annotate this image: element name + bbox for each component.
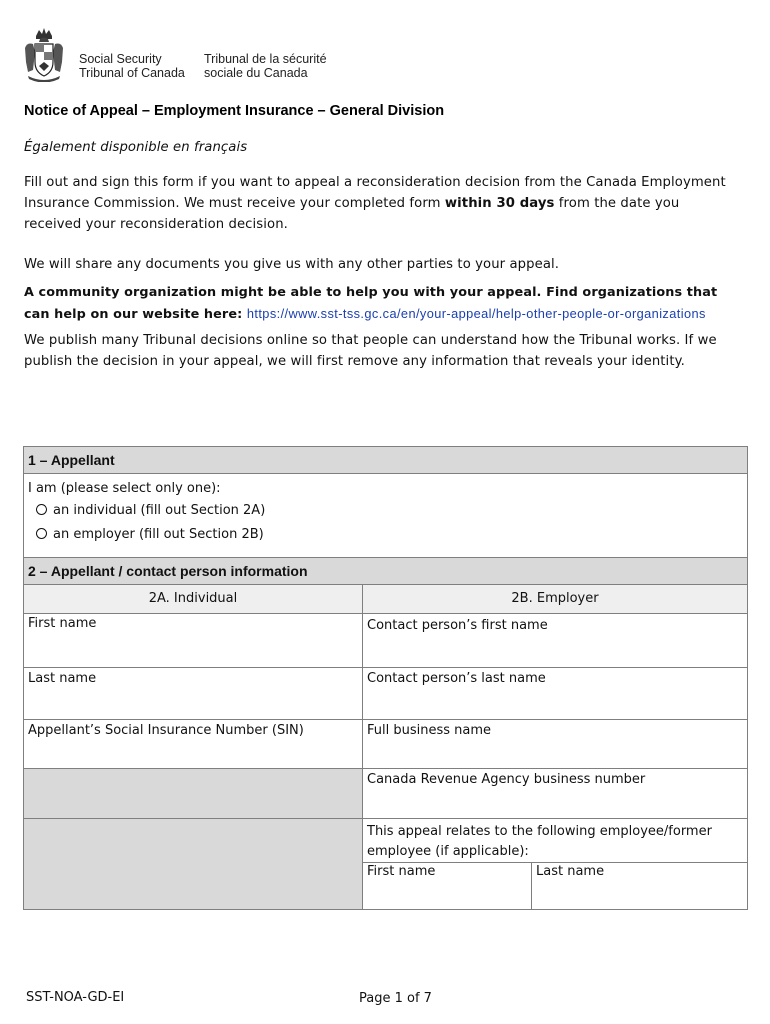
intro-paragraph-2: We will share any documents you give us with any other parties to your appeal. — [24, 257, 560, 272]
appellant-option-individual[interactable]: an individual (fill out Section 2A) — [28, 498, 743, 524]
org-name-english: Social Security Tribunal of Canada — [79, 52, 185, 80]
form-code: SST-NOA-GD-EI — [26, 990, 125, 1005]
help-organizations-link[interactable]: https://www.sst-tss.gc.ca/en/your-appeal/help-other-people-or-organizations — [246, 306, 706, 321]
cra-business-number-field[interactable]: Canada Revenue Agency business number — [363, 769, 748, 819]
intro-paragraph-1: Fill out and sign this form if you want to appeal a reconsideration decision from the Canada Employment Insurance Commission. We must receive your completed form within 30 days from the date you received your reconsideration decision. — [24, 175, 726, 232]
appellant-type-prompt: I am (please select only one): — [28, 481, 221, 496]
business-name-field[interactable]: Full business name — [363, 720, 748, 769]
page-number: Page 1 of 7 — [359, 991, 432, 1006]
section-2-heading: 2 – Appellant / contact person information — [24, 558, 748, 585]
french-availability-note: Également disponible en français — [24, 140, 248, 155]
appellant-option-employer[interactable]: an employer (fill out Section 2B) — [28, 522, 743, 548]
shaded-cell — [24, 819, 363, 910]
section-2-contact-info — [23, 557, 748, 910]
radio-individual[interactable] — [36, 504, 47, 515]
first-name-field[interactable]: First name — [24, 614, 363, 668]
section-2b-heading: 2B. Employer — [363, 585, 748, 614]
employee-first-name-field[interactable]: First name — [363, 863, 532, 910]
employee-note: This appeal relates to the following employee/former employee (if applicable): — [363, 819, 748, 863]
contact-last-name-field[interactable]: Contact person’s last name — [363, 668, 748, 720]
sin-field[interactable]: Appellant’s Social Insurance Number (SIN) — [24, 720, 363, 769]
last-name-field[interactable]: Last name — [24, 668, 363, 720]
intro-paragraph-4: We publish many Tribunal decisions online so that people can understand how the Tribunal works. If we publish the decision in your appeal, we will first remove any information that reveals your identity. — [24, 333, 717, 369]
radio-employer[interactable] — [36, 528, 47, 539]
employee-last-name-field[interactable]: Last name — [532, 863, 748, 910]
shaded-cell — [24, 769, 363, 819]
intro-paragraph-3: A community organization might be able to help you with your appeal. Find organizations that can help on our website here: https://www.sst-tss.gc.ca/en/your-appeal/help-other-people-or-organizations — [24, 285, 718, 322]
section-2a-heading: 2A. Individual — [24, 585, 363, 614]
form-title: Notice of Appeal – Employment Insurance – General Division — [24, 103, 445, 119]
government-crest-icon — [22, 26, 66, 82]
section-1-appellant — [23, 446, 748, 563]
contact-first-name-field[interactable]: Contact person’s first name — [363, 614, 748, 668]
section-1-heading: 1 – Appellant — [24, 447, 748, 474]
org-name-french: Tribunal de la sécurité sociale du Canada — [204, 52, 327, 80]
